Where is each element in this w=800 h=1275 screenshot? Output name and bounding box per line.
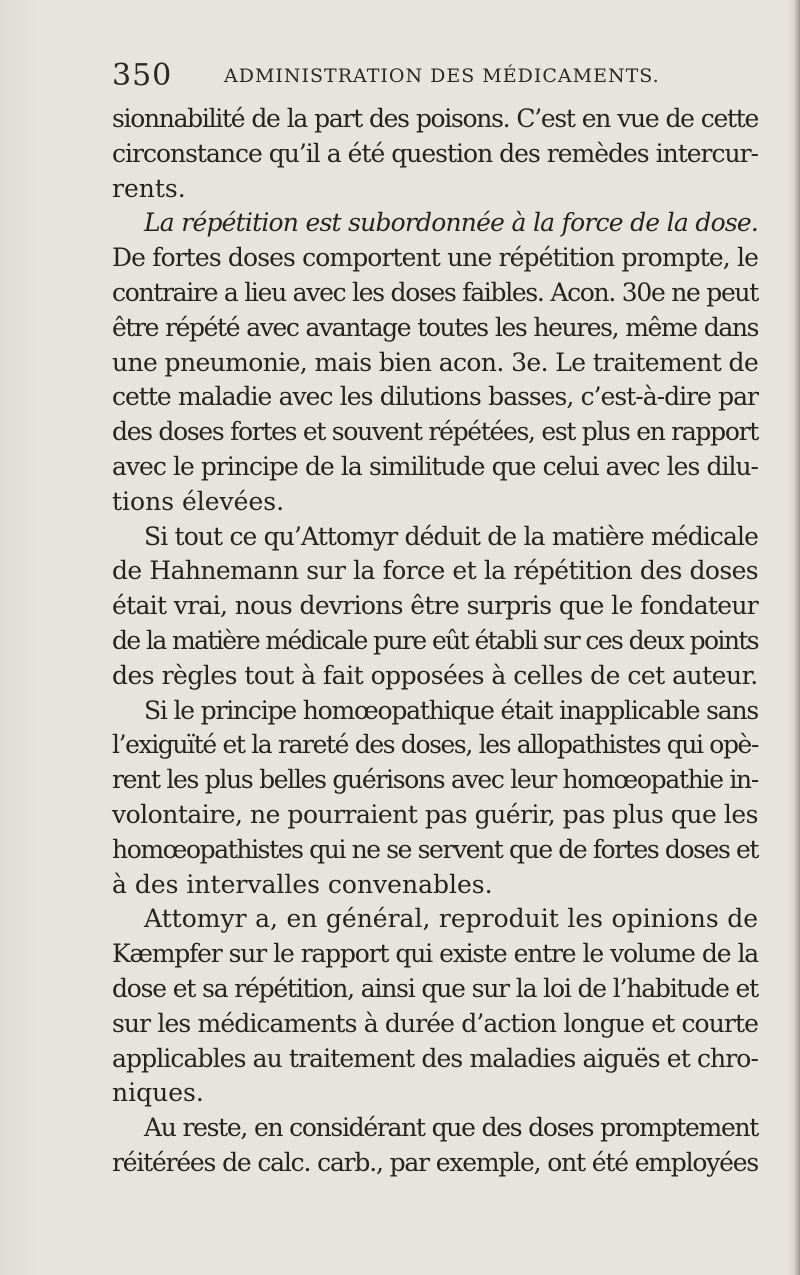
text-line: avec le principe de la similitude que celui avec les dilu-: [112, 451, 758, 481]
text-line: contraire a lieu avec les doses faibles. Acon. 30e ne peut: [112, 277, 758, 307]
text-line: Kæmpfer sur le rapport qui existe entre le volume de la: [112, 939, 758, 969]
text-line: circonstance qu’il a été question des remèdes intercur-: [112, 138, 758, 168]
text-line: une pneumonie, mais bien acon. 3e. Le traitement de: [112, 347, 759, 377]
page-header: [112, 56, 752, 96]
text-line: cette maladie avec les dilutions basses, c’est-à-dire par: [112, 382, 758, 412]
text-line: dose et sa répétition, ainsi que sur la loi de l’habitude et: [112, 973, 758, 1003]
text-line: des doses fortes et souvent répétées, est plus en rapport: [112, 417, 758, 447]
text-line: l’exiguïté et la rareté des doses, les allopathistes qui opè-: [112, 730, 758, 760]
page-number: 350: [112, 58, 173, 93]
text-line: De fortes doses comportent une répétition prompte, le: [112, 243, 758, 273]
text-line: volontaire, ne pourraient pas guérir, pas plus que les: [112, 799, 758, 829]
text-line: homœopathistes qui ne se servent que de fortes doses et: [112, 834, 758, 864]
text-line: des règles tout à fait opposées à celles de cet auteur.: [112, 660, 758, 690]
text-line: Si le principe homœopathique était inapplicable sans: [144, 695, 758, 725]
page-edge: [794, 0, 800, 1275]
text-line: tions élevées.: [112, 486, 285, 516]
running-head: ADMINISTRATION DES MÉDICAMENTS.: [224, 65, 660, 87]
text-line: à des intervalles convenables.: [112, 869, 493, 899]
text-line: Si tout ce qu’Attomyr déduit de la matière médicale: [144, 521, 758, 551]
text-line: niques.: [112, 1078, 204, 1108]
text-line: de Hahnemann sur la force et la répétition des doses: [112, 556, 758, 586]
section-heading: La répétition est subordonnée à la force de la dose.: [144, 208, 758, 238]
text-line: sur les médicaments à durée d’action longue et courte: [112, 1008, 758, 1038]
text-line: était vrai, nous devrions être surpris que le fondateur: [112, 591, 758, 621]
text-line: Au reste, en considérant que des doses promptement: [144, 1113, 758, 1143]
text-line: réitérées de calc. carb., par exemple, ont été employées: [112, 1147, 758, 1177]
text-line: sionnabilité de la part des poisons. C’est en vue de cette: [112, 104, 758, 133]
text-line: applicables au traitement des maladies aiguës et chro-: [112, 1043, 758, 1073]
text-line: rent les plus belles guérisons avec leur homœopathie in-: [112, 765, 758, 795]
text-line: Attomyr a, en général, reproduit les opinions de: [144, 904, 758, 934]
text-line: de la matière médicale pure eût établi sur ces deux points: [112, 625, 758, 655]
text-line: rents.: [112, 173, 186, 203]
text-line: être répété avec avantage toutes les heures, même dans: [112, 312, 758, 342]
body-text: [112, 102, 758, 1181]
